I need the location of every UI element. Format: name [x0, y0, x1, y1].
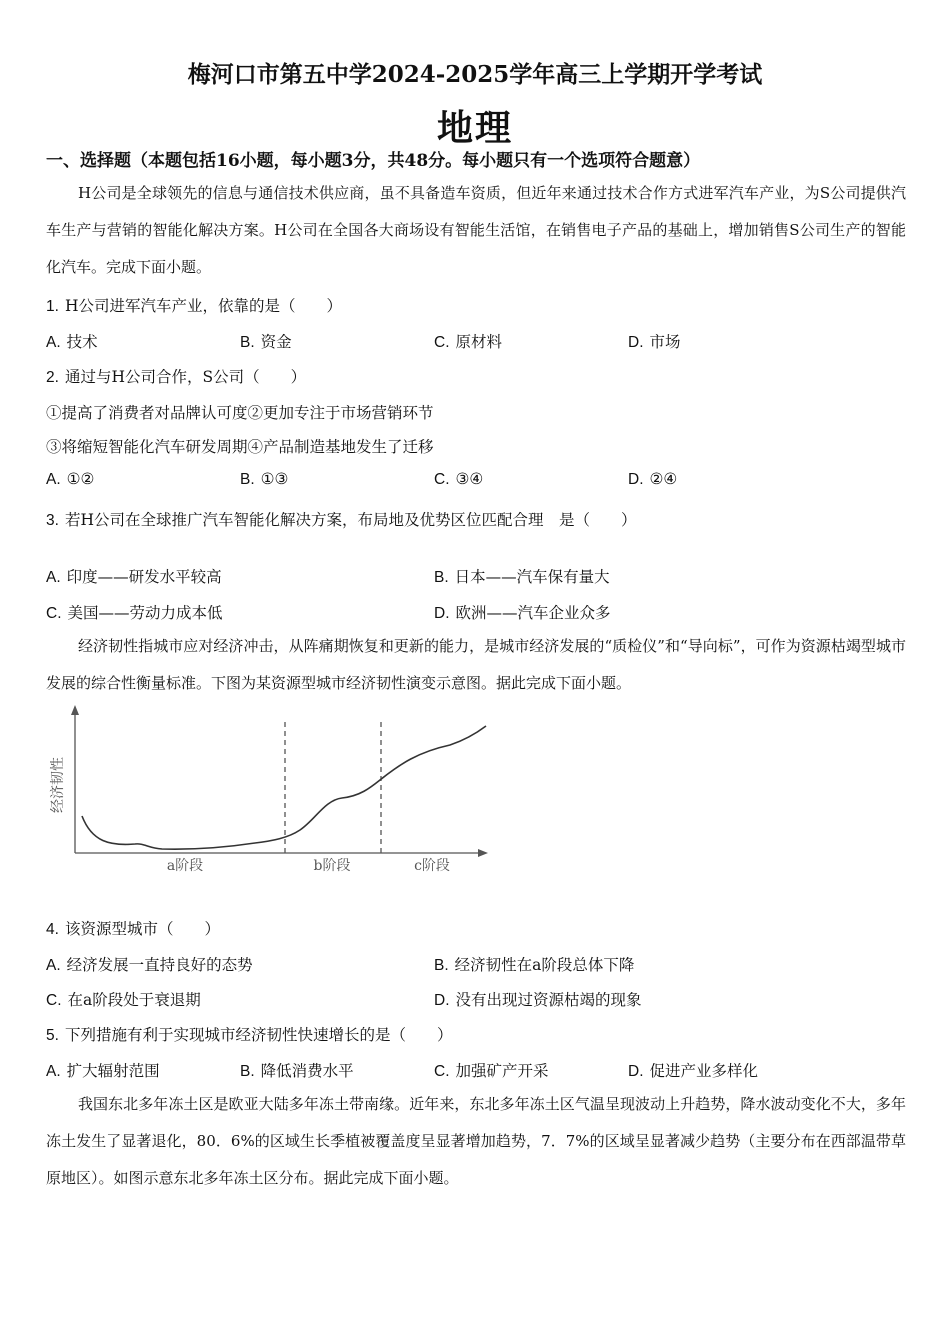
question-3	[46, 508, 636, 530]
question-number: 5.	[46, 1027, 59, 1044]
question-number: 4.	[46, 921, 59, 938]
option-d[interactable]: D. 没有出现过资源枯竭的现象	[434, 991, 642, 1009]
y-axis-label: 经济韧性	[50, 757, 66, 813]
option-c[interactable]: C. 加强矿产开采	[434, 1062, 549, 1080]
statement-line-2: ③将缩短智能化汽车研发周期④产品制造基地发生了迁移	[46, 438, 434, 456]
question-4	[46, 917, 220, 939]
option-d[interactable]: D. 欧洲——汽车企业众多	[434, 604, 611, 622]
option-c[interactable]: C. ③④	[434, 470, 484, 488]
option-a[interactable]: A. 经济发展一直持良好的态势	[46, 956, 253, 974]
option-b[interactable]: B. 资金	[240, 333, 292, 351]
question-stem: H公司进军汽车产业，依靠的是（ ）	[64, 297, 342, 315]
question-2	[46, 365, 306, 387]
option-b[interactable]: B. 经济韧性在a阶段总体下降	[434, 956, 635, 974]
question-stem: 该资源型城市（ ）	[64, 920, 220, 938]
question-stem: 通过与H公司合作，S公司（ ）	[64, 368, 307, 386]
option-a[interactable]: A. 扩大辐射范围	[46, 1062, 160, 1080]
x-axis-arrow	[478, 849, 488, 857]
option-a[interactable]: A. 技术	[46, 333, 98, 351]
option-d[interactable]: D. 市场	[628, 333, 681, 351]
question-number: 2.	[46, 369, 59, 386]
statement-line-1: ①提高了消费者对品牌认可度②更加专注于市场营销环节	[46, 404, 434, 422]
passage-3: 我国东北多年冻土区是欧亚大陆多年冻土带南缘。近年来，东北多年冻土区气温呈现波动上升趋势，降水波动变化不大，多年冻土发生了显著退化，80．6%的区域生长季植被覆盖度呈显著增加趋势，7．7%的区域呈显著减少趋势（主要分布在西部温带草原地区）。如图示意东北多年冻土区分布。据此完成下面小题。	[46, 1095, 906, 1187]
stage-label-a: a阶段	[166, 858, 204, 874]
y-axis-arrow	[71, 705, 79, 715]
passage-2: 经济韧性指城市应对经济冲击，从阵痛期恢复和更新的能力，是城市经济发展的“质检仪”和“导向标”，可作为资源枯竭型城市发展的综合性衡量标准。下图为某资源型城市经济韧性演变示意图。据此完成下面小题。	[46, 637, 906, 692]
option-c[interactable]: C. 原材料	[434, 333, 503, 351]
economic-resilience-figure	[40, 700, 500, 890]
question-1	[46, 294, 342, 316]
question-stem: 下列措施有利于实现城市经济韧性快速增长的是（ ）	[64, 1026, 453, 1044]
passage-1: H公司是全球领先的信息与通信技术供应商，虽不具备造车资质，但近年来通过技术合作方式进军汽车产业，为S公司提供汽车生产与营销的智能化解决方案。H公司在全国各大商场设有智能生活馆，在销售电子产品的基础上，增加销售S公司生产的智能化汽车。完成下面小题。	[46, 184, 906, 276]
question-stem: 若H公司在全球推广汽车智能化解决方案，布局地及优势区位匹配合理 是（ ）	[64, 511, 637, 529]
subject-title: 地理	[436, 107, 513, 149]
stage-label-b: b阶段	[313, 858, 351, 874]
question-number: 3.	[46, 512, 59, 529]
stage-label-c: c阶段	[414, 858, 450, 874]
question-number: 1.	[46, 298, 59, 315]
option-a[interactable]: A. ①②	[46, 470, 95, 488]
option-d[interactable]: D. ②④	[628, 470, 678, 488]
option-b[interactable]: B. 降低消费水平	[240, 1062, 354, 1080]
option-d[interactable]: D. 促进产业多样化	[628, 1062, 759, 1080]
question-5	[46, 1023, 452, 1045]
option-c[interactable]: C. 美国——劳动力成本低	[46, 604, 223, 622]
option-c[interactable]: C. 在a阶段处于衰退期	[46, 991, 201, 1009]
exam-title: 梅河口市第五中学2024-2025学年高三上学期开学考试	[187, 61, 763, 88]
option-a[interactable]: A. 印度——研发水平较高	[46, 568, 222, 586]
option-b[interactable]: B. 日本——汽车保有量大	[434, 568, 610, 586]
option-b[interactable]: B. ①③	[240, 470, 289, 488]
section-heading: 一、选择题（本题包括16小题，每小题3分，共48分。每小题只有一个选项符合题意）	[46, 151, 701, 171]
resilience-curve	[82, 726, 486, 849]
